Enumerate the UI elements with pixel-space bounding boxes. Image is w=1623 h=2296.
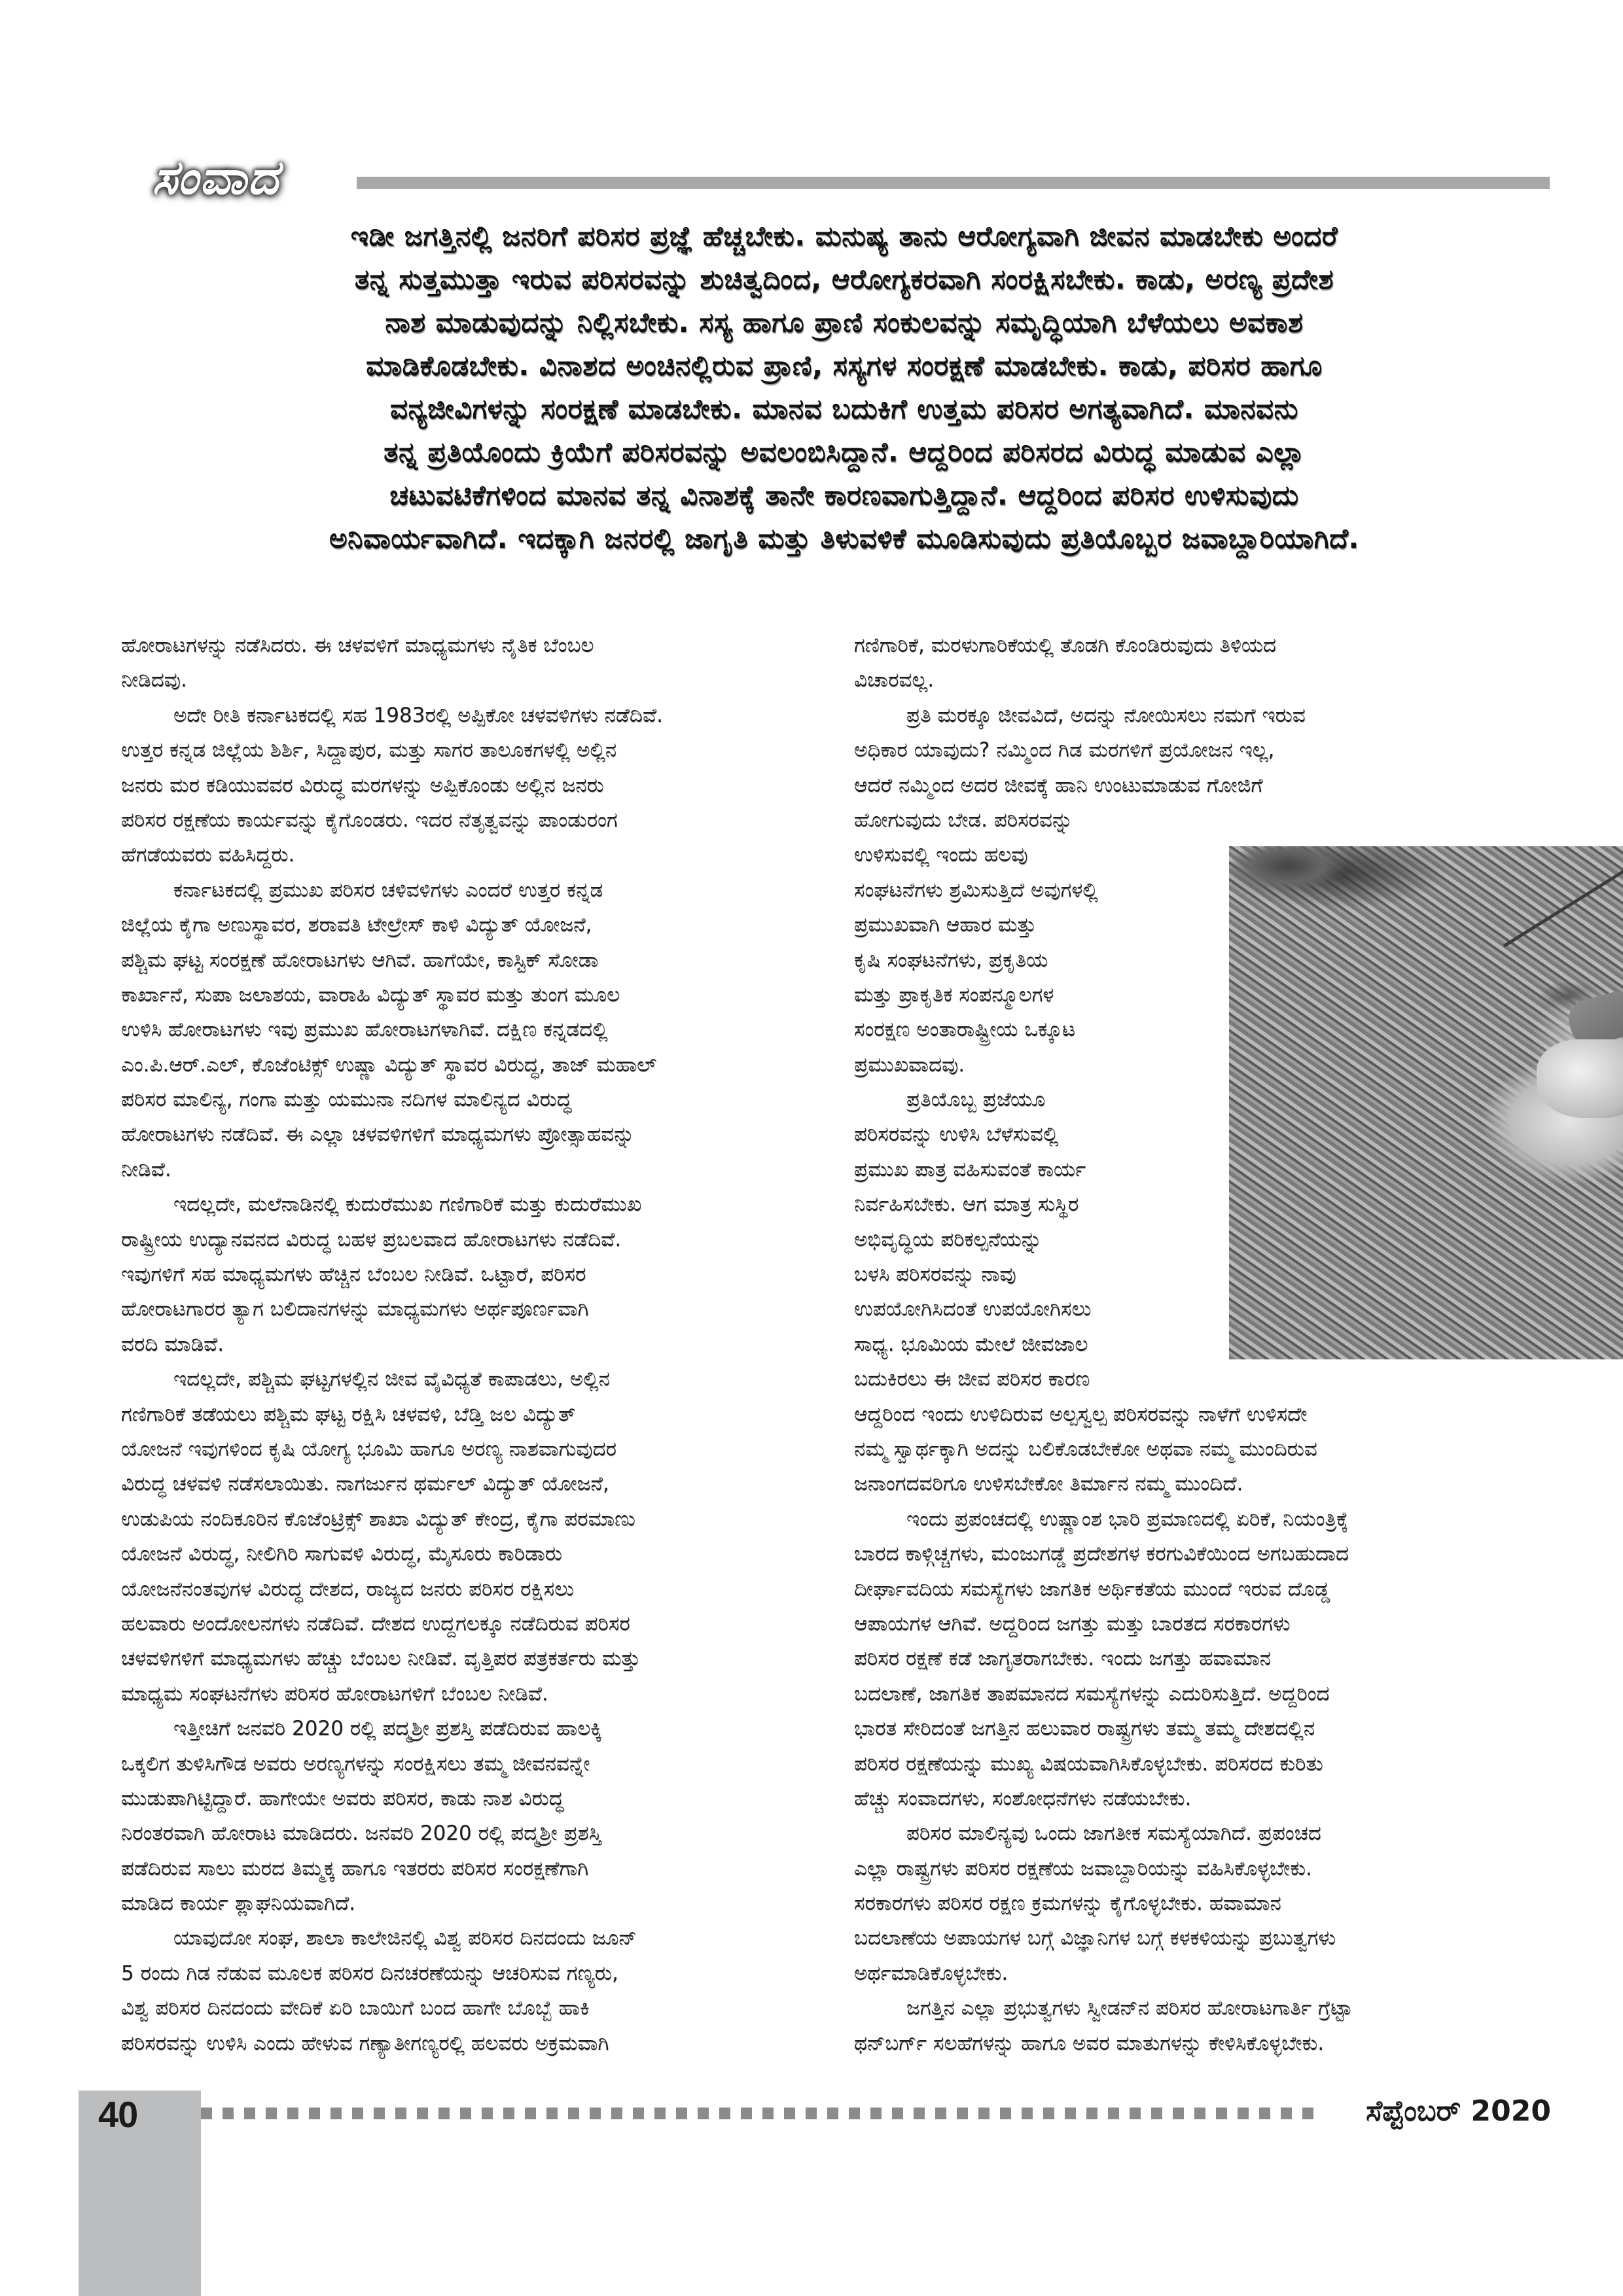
- section-logo: [98, 145, 334, 211]
- intro-line: ನಾಶ ಮಾಡುವುದನ್ನು ನಿಲ್ಲಿಸಬೇಕು. ಸಸ್ಯ ಹಾಗೂ ಪ್ರಾಣಿ ಸಂಕುಲವನ್ನು ಸಮೃದ್ಧಿಯಾಗಿ ಬೆಳೆಯಲು ಅವಕಾಶ: [385, 306, 1304, 338]
- text-line: ಸರಕಾರಗಳು ಪರಿಸರ ರಕ್ಷಣ ಕ್ರಮಗಳನ್ನು ಕೈಗೊಳ್ಳಬೇಕು. ಹವಾಮಾನ: [854, 1892, 1281, 1916]
- text-line: ಪರಿಸರ ಮಾಲಿನ್ಯ, ಗಂಗಾ ಮತ್ತು ಯಮುನಾ ನದಿಗಳ ಮಾಲಿನ್ಯದ ವಿರುದ್ಧ: [121, 1088, 572, 1112]
- text-line: ಅಭಿವೃದ್ಧಿಯ ಪರಿಕಲ್ಪನೆಯನ್ನು: [854, 1227, 1042, 1251]
- text-line: ನಮ್ಮ ಸ್ವಾರ್ಥಕ್ಕಾಗಿ ಅದನ್ನು ಬಲಿಕೊಡಬೇಕೋ ಅಥವಾ ನಮ್ಮ ಮುಂದಿರುವ: [854, 1437, 1317, 1461]
- text-line: ಚಳವಳಿಗಳಿಗೆ ಮಾಧ್ಯಮಗಳು ಹೆಚ್ಚು ಬೆಂಬಲ ನೀಡಿವೆ. ವೃತ್ತಿಪರ ಪತ್ರಕರ್ತರು ಮತ್ತು: [121, 1647, 641, 1671]
- text-line: ಕೃಷಿ ಸಂಘಟನೆಗಳು, ಪ್ರಕೃತಿಯ: [854, 948, 1048, 972]
- text-line: ಪರಿಸರ ರಕ್ಷಣೆಯ ಕಾರ್ಯವನ್ನು ಕೈಗೊಂಡರು. ಇದರ ನೆತೃತ್ವವನ್ನು ಪಾಂಡುರಂಗ: [121, 808, 618, 832]
- photo-rock: [1537, 1039, 1623, 1118]
- text-line: ಪಶ್ಚಿಮ ಘಟ್ಟ ಸಂರಕ್ಷಣೆ ಹೋರಾಟಗಳು ಆಗಿವೆ. ಹಾಗೆಯೇ, ಕಾಸ್ಟಿಕ್ ಸೋಡಾ: [121, 948, 599, 972]
- pollution-photo: [1229, 846, 1623, 1359]
- text-line: ಬದಲಾಣೆ, ಜಾಗತಿಕ ತಾಪಮಾನದ ಸಮಸ್ಯೆಗಳನ್ನು ಎದುರಿಸುತ್ತಿದೆ. ಅದ್ದರಿಂದ: [854, 1681, 1330, 1706]
- text-line: ಜಿಲ್ಲೆಯ ಕೈಗಾ ಅಣುಸ್ಥಾವರ, ಶರಾವತಿ ಟೇಲ್ರೇಸ್ ಕಾಳಿ ವಿದ್ಯುತ್ ಯೋಜನೆ,: [121, 913, 592, 937]
- text-line: ಹೋರಾಟಗಾರರ ತ್ಯಾಗ ಬಲಿದಾನಗಳನ್ನು ಮಾಧ್ಯಮಗಳು ಅರ್ಥಪೂರ್ಣವಾಗಿ: [121, 1297, 589, 1321]
- text-line: ಇವುಗಳಿಗೆ ಸಹ ಮಾಧ್ಯಮಗಳು ಹೆಚ್ಚಿನ ಬೆಂಬಲ ನೀಡಿವೆ. ಒಟ್ಟಾರೆ, ಪರಿಸರ: [121, 1263, 586, 1287]
- text-line: ಬಳಸಿ ಪರಿಸರವನ್ನು ನಾವು: [854, 1263, 1016, 1287]
- text-line: ಎಂ.ಪಿ.ಆರ್.ಎಲ್, ಕೊಜೆಂಟಿಕ್ಸ್ ಉಷ್ಣಾ ವಿದ್ಯುತ್ ಸ್ಥಾವರ ವಿರುದ್ಧ, ತಾಜ್ ಮಹಾಲ್: [121, 1052, 657, 1077]
- text-line: ಮತ್ತು ಪ್ರಾಕೃತಿಕ ಸಂಪನ್ಮೂಲಗಳ: [854, 982, 1054, 1007]
- text-line: ವಿರುದ್ಧ ಚಳವಳಿ ನಡೆಸಲಾಯಿತು. ನಾಗರ್ಜುನ ಥರ್ಮಲ್ ವಿದ್ಯುತ್ ಯೋಜನೆ,: [121, 1472, 609, 1496]
- text-line: ಹೆಚ್ಚು ಸಂವಾದಗಳು, ಸಂಶೋಧನೆಗಳು ನಡೆಯಬೇಕು.: [854, 1786, 1192, 1810]
- text-line: ಉಳಿಸಿ ಹೋರಾಟಗಳು ಇವು ಪ್ರಮುಖ ಹೋರಾಟಗಳಾಗಿವೆ. ದಕ್ಷಿಣ ಕನ್ನಡದಲ್ಲಿ: [121, 1018, 608, 1042]
- text-line: ಆಪಾಯಗಳ ಆಗಿವೆ. ಅದ್ದರಿಂದ ಜಗತ್ತು ಮತ್ತು ಬಾರತದ ಸರಕಾರಗಳು: [854, 1611, 1291, 1636]
- text-line: ಪ್ರಮುಖ ಪಾತ್ರ ವಹಿಸುವಂತೆ ಕಾರ್ಯ: [854, 1157, 1086, 1181]
- text-line: ಜನರು ಮರ ಕಡಿಯುವವರ ವಿರುದ್ಧ ಮರಗಳನ್ನು ಅಪ್ಪಿಕೊಂಡು ಅಲ್ಲಿನ ಜನರು: [121, 773, 604, 797]
- text-line: ಪರಿಸರ ಮಾಲಿನ್ಯವು ಒಂದು ಜಾಗತೀಕ ಸಮಸ್ಯೆಯಾಗಿದೆ. ಪ್ರಪಂಚದ: [906, 1821, 1321, 1846]
- text-line: ನೀಡಿವೆ.: [121, 1157, 171, 1181]
- text-line: ಸಂರಕ್ಷಣ ಅಂತಾರಾಷ್ಟ್ರೀಯ ಒಕ್ಕೂಟ: [854, 1018, 1076, 1042]
- text-line: ಹೆಗಡೆಯವರು ವಹಿಸಿದ್ದರು.: [121, 843, 295, 867]
- text-line: ಇತ್ತೀಚಿಗೆ ಜನವರಿ 2020 ರಲ್ಲಿ ಪದ್ಮಶ್ರೀ ಪ್ರಶಸ್ತಿ ಪಡೆದಿರುವ ಹಾಲಕ್ಕಿ: [173, 1717, 602, 1741]
- text-line: ರಾಷ್ಟ್ರೀಯ ಉದ್ಯಾನವನದ ವಿರುದ್ಧ ಬಹಳ ಪ್ರಬಲವಾದ ಹೋರಾಟಗಳು ನಡೆದಿವೆ.: [121, 1227, 622, 1251]
- text-line: ಇಂದು ಪ್ರಪಂಚದಲ್ಲಿ ಉಷ್ಣಾಂಶ ಭಾರಿ ಪ್ರಮಾಣದಲ್ಲಿ ಏರಿಕೆ, ನಿಯಂತ್ರಿಕ್ಕೆ: [906, 1507, 1349, 1531]
- text-line: ಸಾಧ್ಯ. ಭೂಮಿಯ ಮೇಲೆ ಜೀವಜಾಲ: [854, 1332, 1088, 1356]
- text-line: ನಿರ್ವಹಿಸಬೇಕು. ಆಗ ಮಾತ್ರ ಸುಸ್ಥಿರ: [854, 1193, 1079, 1217]
- text-line: ಪಡೆದಿರುವ ಸಾಲು ಮರದ ತಿಮ್ಮಕ್ಕ ಹಾಗೂ ಇತರರು ಪರಿಸರ ಸಂರಕ್ಷಣೆಗಾಗಿ: [121, 1856, 589, 1880]
- text-line: ಆದರೆ ನಮ್ಮಿಂದ ಅದರ ಜೀವಕ್ಕೆ ಹಾನಿ ಉಂಟುಮಾಡುವ ಗೋಜಿಗೆ: [854, 773, 1263, 797]
- text-line: 5 ರಂದು ಗಿಡ ನೆಡುವ ಮೂಲಕ ಪರಿಸರ ದಿನಚರಣೆಯನ್ನು ಆಚರಿಸುವ ಗಣ್ಯರು,: [121, 1961, 618, 1985]
- text-line: ಗಣಿಗಾರಿಕೆ, ಮರಳುಗಾರಿಕೆಯಲ್ಲಿ ತೊಡಗಿ ಕೊಂಡಿರುವುದು ತಿಳಿಯದ: [854, 634, 1277, 657]
- issue-date: ಸೆಪ್ಟೆಂಬರ್ 2020: [1366, 2094, 1551, 2128]
- text-line: ಪ್ರತಿ ಮರಕ್ಕೂ ಜೀವವಿದೆ, ಅದನ್ನು ನೋಯಿಸಲು ನಮಗೆ ಇರುವ: [906, 703, 1306, 727]
- text-line: ಮುಡುಪಾಗಿಟ್ಟಿದ್ದಾರೆ. ಹಾಗೇಯೇ ಅವರು ಪರಿಸರ, ಕಾಡು ನಾಶ ವಿರುದ್ಧ: [121, 1786, 564, 1810]
- text-line: ಉತ್ತರ ಕನ್ನಡ ಜಿಲ್ಲೆಯ ಶಿರ್ಶಿ, ಸಿದ್ದಾಪುರ, ಮತ್ತು ಸಾಗರ ತಾಲೂಕಗಳಲ್ಲಿ ಅಲ್ಲಿನ: [121, 738, 617, 762]
- text-line: ಉಪಯೋಗಿಸಿದಂತೆ ಉಪಯೋಗಿಸಲು: [854, 1297, 1092, 1321]
- text-line: ನಿರಂತರವಾಗಿ ಹೋರಾಟ ಮಾಡಿದರು. ಜನವರಿ 2020 ರಲ್ಲಿ ಪದ್ಮಶ್ರೀ ಪ್ರಶಸ್ತಿ: [121, 1821, 601, 1846]
- text-line: ವಿಚಾರವಲ್ಲ.: [854, 668, 935, 692]
- text-line: ಪ್ರತಿಯೊಬ್ಬ ಪ್ರಜೆಯೂ: [906, 1088, 1046, 1112]
- text-line: ಯೋಜನೆನಂತವುಗಳ ವಿರುದ್ಧ ದೇಶದ, ರಾಜ್ಯದ ಜನರು ಪರಿಸರ ರಕ್ಷಿಸಲು: [121, 1577, 575, 1601]
- text-line: ದೀರ್ಘಾವದಿಯ ಸಮಸ್ಯೆಗಳು ಜಾಗತಿಕ ಅರ್ಥಿಕತೆಯ ಮುಂದೆ ಇರುವ ದೊಡ್ಡ: [854, 1577, 1330, 1601]
- text-line: ಹೋರಾಟಗಳು ನಡೆದಿವೆ. ಈ ಎಲ್ಲಾ ಚಳವಳಿಗಳಿಗೆ ಮಾಧ್ಯಮಗಳು ಪ್ರೋತ್ಸಾಹವನ್ನು: [121, 1122, 635, 1147]
- text-line: ಅದೇ ರೀತಿ ಕರ್ನಾಟಕದಲ್ಲಿ ಸಹ 1983ರಲ್ಲಿ ಅಪ್ಪಿಕೋ ಚಳವಳಿಗಳು ನಡೆದಿವೆ.: [173, 703, 663, 727]
- text-line: ಪರಿಸರವನ್ನು ಉಳಿಸಿ ಬೆಳೆಸುವಲ್ಲಿ: [854, 1122, 1059, 1147]
- intro-line: ಅನಿವಾರ್ಯವಾಗಿದೆ. ಇದಕ್ಕಾಗಿ ಜನರಲ್ಲಿ ಜಾಗೃತಿ ಮತ್ತು ತಿಳುವಳಿಕೆ ಮೂಡಿಸುವುದು ಪ್ರತಿಯೊಬ್ಬರ ಜವಾಬ್ದಾರಿಯಾಗಿದೆ.: [329, 522, 1359, 554]
- intro-line: ತನ್ನ ಪ್ರತಿಯೊಂದು ಕ್ರಿಯೆಗೆ ಪರಿಸರವನ್ನು ಅವಲಂಬಿಸಿದ್ದಾನೆ. ಆದ್ದರಿಂದ ಪರಿಸರದ ವಿರುದ್ಧ ಮಾಡುವ ಎಲ್ಲಾ: [383, 436, 1305, 468]
- text-line: ಜನಾಂಗದವರಿಗೂ ಉಳಿಸಬೇಕೋ ತಿರ್ಮಾನ ನಮ್ಮ ಮುಂದಿದೆ.: [854, 1472, 1243, 1496]
- text-line: ಕಾರ್ಖಾನೆ, ಸುಪಾ ಜಲಾಶಯ, ವಾರಾಹಿ ವಿದ್ಯುತ್ ಸ್ಥಾವರ ಮತ್ತು ತುಂಗ ಮೂಲ: [121, 982, 620, 1007]
- header-bar: [357, 177, 1550, 189]
- text-line: ವರದಿ ಮಾಡಿವೆ.: [121, 1332, 224, 1356]
- text-line: ಅಧಿಕಾರ ಯಾವುದು? ನಮ್ಮಿಂದ ಗಿಡ ಮರಗಳಿಗೆ ಪ್ರಯೋಜನ ಇಲ್ಲ,: [854, 738, 1275, 762]
- text-line: ಬಾರದ ಕಾಳ್ಗಿಚ್ಚಗಳು, ಮಂಜುಗಡ್ಡೆ ಪ್ರದೇಶಗಳ ಕರಗುವಿಕೆಯಿಂದ ಅಗಬಹುದಾದ: [854, 1542, 1349, 1566]
- text-line: ಪರಿಸರ ರಕ್ಷಣೆಯನ್ನು ಮುಖ್ಯ ವಿಷಯವಾಗಿಸಿಕೊಳ್ಳಬೇಕು. ಪರಿಸರದ ಕುರಿತು: [854, 1751, 1323, 1776]
- text-line: ನೀಡಿದವು.: [121, 668, 187, 692]
- text-line: ಉಳಿಸುವಲ್ಲಿ ಇಂದು ಹಲವು: [854, 843, 1028, 867]
- text-line: ಹೋರಾಟಗಳನ್ನು ನಡೆಸಿದರು. ಈ ಚಳವಳಿಗೆ ಮಾಧ್ಯಮಗಳು ನೈತಿಕ ಬೆಂಬಲ: [121, 634, 594, 657]
- photo-stick: [1503, 855, 1623, 948]
- text-line: ಪರಿಸರ ರಕ್ಷಣೆ ಕಡೆ ಜಾಗೃತರಾಗಬೇಕು. ಇಂದು ಜಗತ್ತು ಹವಾಮಾನ: [854, 1647, 1271, 1671]
- text-line: ಮಾಡಿದ ಕಾರ್ಯ ಶ್ಲಾಘನಿಯವಾಗಿದೆ.: [121, 1892, 356, 1916]
- text-line: ಎಲ್ಲಾ ರಾಷ್ಟ್ರಗಳು ಪರಿಸರ ರಕ್ಷಣೆಯ ಜವಾಬ್ದಾರಿಯನ್ನು ವಹಿಸಿಕೊಳ್ಳಬೇಕು.: [854, 1856, 1312, 1880]
- text-line: ಯಾವುದೋ ಸಂಘ, ಶಾಲಾ ಕಾಲೇಜಿನಲ್ಲಿ ವಿಶ್ವ ಪರಿಸರ ದಿನದಂದು ಜೂನ್: [173, 1926, 637, 1950]
- text-line: ಜಗತ್ತಿನ ಎಲ್ಲಾ ಪ್ರಭುತ್ವಗಳು ಸ್ವೀಡನ್‌ನ ಪರಿಸರ ಹೋರಾಟಗಾರ್ತಿ ಗ್ರೆಟ್ಟಾ: [906, 1996, 1353, 2020]
- text-line: ಪ್ರಮುಖವಾದವು.: [854, 1052, 965, 1077]
- text-line: ಭಾರತ ಸೇರಿದಂತೆ ಜಗತ್ತಿನ ಹಲುವಾರ ರಾಷ್ಟ್ರಗಳು ತಮ್ಮ ತಮ್ಮ ದೇಶದಲ್ಲಿನ: [854, 1717, 1315, 1741]
- text-line: ಒಕ್ಕಲಿಗ ತುಳಿಸಿಗೌಡ ಅವರು ಅರಣ್ಯಗಳನ್ನು ಸಂರಕ್ಷಿಸಲು ತಮ್ಮ ಜೀವನವನ್ನೇ: [121, 1751, 590, 1776]
- text-line: ಥನ್‌ಬರ್ಗ್ ಸಲಹೆಗಳನ್ನು ಹಾಗೂ ಅವರ ಮಾತುಗಳನ್ನು ಕೇಳಿಸಿಕೊಳ್ಳಬೇಕು.: [854, 2031, 1325, 2055]
- text-line: ಪರಿಸರವನ್ನು ಉಳಿಸಿ ಎಂದು ಹೇಳುವ ಗಣ್ಯಾತೀಗಣ್ಯರಲ್ಲಿ ಹಲವರು ಅಕ್ರಮವಾಗಿ: [121, 2031, 609, 2055]
- intro-banner: [131, 215, 1558, 560]
- intro-line: ಮಾಡಿಕೊಡಬೇಕು. ವಿನಾಶದ ಅಂಚಿನಲ್ಲಿರುವ ಪ್ರಾಣಿ, ಸಸ್ಯಗಳ ಸಂರಕ್ಷಣೆ ಮಾಡಬೇಕು. ಕಾಡು, ಪರಿಸರ ಹಾಗೂ: [366, 350, 1323, 382]
- text-line: ಸಂಘಟನೆಗಳು ಶ್ರಮಿಸುತ್ತಿದೆ ಅವುಗಳಲ್ಲಿ: [854, 878, 1098, 902]
- intro-line: ತನ್ನ ಸುತ್ತಮುತ್ತಾ ಇರುವ ಪರಿಸರವನ್ನು ಶುಚಿತ್ವದಿಂದ, ಆರೋಗ್ಯಕರವಾಗಿ ಸಂರಕ್ಷಿಸಬೇಕು. ಕಾಡು, ಅರಣ್ಯ ಪ್ರದೇಶ: [355, 263, 1334, 295]
- article-column-left: [121, 628, 825, 2061]
- text-line: ಯೋಜನೆ ಇವುಗಳಿಂದ ಕೃಷಿ ಯೋಗ್ಯ ಭೂಮಿ ಹಾಗೂ ಅರಣ್ಯ ನಾಶವಾಗುವುದರ: [121, 1437, 616, 1461]
- text-line: ಆದ್ದರಿಂದ ಇಂದು ಉಳಿದಿರುವ ಅಲ್ಪಸ್ವಲ್ಪ ಪರಿಸರವನ್ನು ನಾಳೆಗೆ ಉಳಿಸದೇ: [854, 1402, 1308, 1426]
- text-line: ಕರ್ನಾಟಕದಲ್ಲಿ ಪ್ರಮುಖ ಪರಿಸರ ಚಳಿವಳಿಗಳು ಎಂದರೆ ಉತ್ತರ ಕನ್ನಡ: [173, 878, 603, 902]
- text-line: ಮಾಧ್ಯಮ ಸಂಘಟನೆಗಳು ಪರಿಸರ ಹೋರಾಟಗಳಿಗೆ ಬೆಂಬಲ ನೀಡಿವೆ.: [121, 1681, 548, 1706]
- intro-line: ಇಡೀ ಜಗತ್ತಿನಲ್ಲಿ ಜನರಿಗೆ ಪರಿಸರ ಪ್ರಜ್ಞೆ ಹೆಚ್ಚಬೇಕು. ಮನುಷ್ಯ ತಾನು ಆರೋಗ್ಯವಾಗಿ ಜೀವನ ಮಾಡಬೇಕು ಅಂದರೆ: [350, 220, 1338, 252]
- footer-dotted-rule: [201, 2108, 1313, 2119]
- text-line: ವಿಶ್ವ ಪರಿಸರ ದಿನದಂದು ವೇದಿಕೆ ಏರಿ ಬಾಯಿಗೆ ಬಂದ ಹಾಗೇ ಬೊಬ್ಬೆ ಹಾಕಿ: [121, 1996, 590, 2020]
- text-line: ಹೋಗುವುದು ಬೇಡ. ಪರಿಸರವನ್ನು: [854, 808, 1073, 832]
- text-line: ಯೋಜನೆ ವಿರುದ್ಧ, ನೀಲಿಗಿರಿ ಸಾಗುವಳಿ ವಿರುದ್ಧ, ಮೈಸೂರು ಕಾರಿಡಾರು: [121, 1542, 563, 1566]
- text-line: ಹಲವಾರು ಅಂದೋಲನಗಳು ನಡೆದಿವೆ. ದೇಶದ ಉದ್ದಗಲಕ್ಕೂ ನಡೆದಿರುವ ಪರಿಸರ: [121, 1611, 630, 1636]
- section-logo-text: ಸಂವಾದ: [152, 150, 280, 205]
- page-number: 40: [98, 2094, 138, 2135]
- text-line: ಪ್ರಮುಖವಾಗಿ ಆಹಾರ ಮತ್ತು: [854, 913, 1037, 937]
- intro-line: ಚಟುವಟಿಕೆಗಳಿಂದ ಮಾನವ ತನ್ನ ವಿನಾಶಕ್ಕೆ ತಾನೇ ಕಾರಣವಾಗುತ್ತಿದ್ದಾನೆ. ಆದ್ದರಿಂದ ಪರಿಸರ ಉಳಿಸುವುದು: [389, 479, 1299, 511]
- text-line: ಬದುಕಿರಲು ಈ ಜೀವ ಪರಿಸರ ಕಾರಣ: [854, 1367, 1090, 1391]
- text-line: ಅರ್ಥಮಾಡಿಕೊಳ್ಳಬೇಕು.: [854, 1961, 1008, 1985]
- text-line: ಉಡುಪಿಯ ನಂದಿಕೂರಿನ ಕೊಜೆಂಟ್ರಿಕ್ಸ್ ಶಾಖಾ ವಿದ್ಯುತ್ ಕೇಂದ್ರ, ಕೈಗಾ ಪರಮಾಣು: [121, 1507, 635, 1531]
- page-number-box: [79, 2090, 201, 2296]
- text-line: ಇದಲ್ಲದೇ, ಮಲೆನಾಡಿನಲ್ಲಿ ಕುದುರೆಮುಖ ಗಣಿಗಾರಿಕೆ ಮತ್ತು ಕುದುರೆಮುಖ: [173, 1193, 642, 1217]
- text-line: ಇದಲ್ಲದೇ, ಪಶ್ಚಿಮ ಘಟ್ಟಗಳಲ್ಲಿನ ಜೀವ ವೈವಿಧ್ಯತೆ ಕಾಪಾಡಲು, ಅಲ್ಲಿನ: [173, 1367, 610, 1391]
- intro-line: ವನ್ಯಜೀವಿಗಳನ್ನು ಸಂರಕ್ಷಣೆ ಮಾಡಬೇಕು. ಮಾನವ ಬದುಕಿಗೆ ಉತ್ತಮ ಪರಿಸರ ಅಗತ್ಯವಾಗಿದೆ. ಮಾನವನು: [390, 393, 1298, 425]
- text-line: ಗಣಿಗಾರಿಕೆ ತಡೆಯಲು ಪಶ್ಚಿಮ ಘಟ್ಟ ರಕ್ಷಿಸಿ ಚಳವಳಿ, ಬೆಡ್ತಿ ಜಲ ವಿದ್ಯುತ್: [121, 1402, 576, 1426]
- text-line: ಬದಲಾಣೆಯ ಅಪಾಯಗಳ ಬಗ್ಗೆ ವಿಜ್ಞಾನಿಗಳ ಬಗ್ಗೆ ಕಳಕಳಿಯನ್ನು ಪ್ರಬುತ್ವಗಳು: [854, 1926, 1336, 1950]
